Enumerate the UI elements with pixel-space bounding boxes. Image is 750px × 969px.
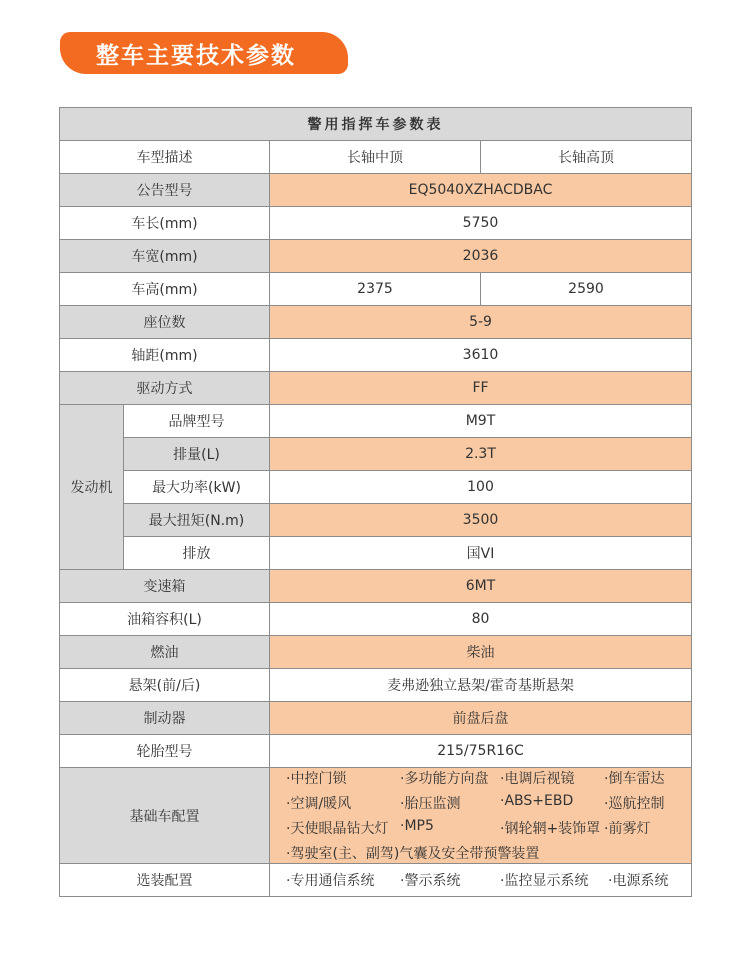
row-label: 排量(L) [124, 438, 270, 471]
basic-config-cell [270, 768, 692, 864]
table-row [60, 207, 692, 240]
config-item: ·胎压监测 [400, 796, 461, 812]
optional-config-cell [270, 864, 692, 897]
row-value: 麦弗逊独立悬架/霍奇基斯悬架 [270, 669, 692, 702]
table-row [60, 636, 692, 669]
row-value: 2036 [270, 240, 692, 273]
row-label: 变速箱 [60, 570, 270, 603]
config-item: ·专用通信系统 [286, 873, 375, 889]
config-item: ·空调/暖风 [286, 796, 352, 812]
spec-table [59, 107, 692, 897]
row-value: 国VI [270, 537, 692, 570]
row-label: 油箱容积(L) [60, 603, 270, 636]
row-label: 品牌型号 [124, 405, 270, 438]
table-row [60, 273, 692, 306]
row-label: 车宽(mm) [60, 240, 270, 273]
table-row [60, 471, 692, 504]
table-row [60, 864, 692, 897]
row-label: 制动器 [60, 702, 270, 735]
config-item: ·电调后视镜 [500, 771, 575, 787]
row-value: 2375 [270, 273, 481, 306]
config-item: ·前雾灯 [604, 821, 651, 837]
table-row [60, 141, 692, 174]
row-label: 车长(mm) [60, 207, 270, 240]
row-value: FF [270, 372, 692, 405]
table-row [60, 603, 692, 636]
table-row [60, 240, 692, 273]
section-title: 整车主要技术参数 [96, 42, 296, 69]
config-item: ·倒车雷达 [604, 771, 665, 787]
config-item: ·天使眼晶钻大灯 [286, 821, 389, 837]
config-item: ·电源系统 [608, 873, 669, 889]
row-label: 最大扭矩(N.m) [124, 504, 270, 537]
row-value: 长轴中顶 [270, 141, 481, 174]
row-label: 驱动方式 [60, 372, 270, 405]
row-value: 215/75R16C [270, 735, 692, 768]
row-value: 柴油 [270, 636, 692, 669]
row-value: 100 [270, 471, 692, 504]
row-label: 轮胎型号 [60, 735, 270, 768]
row-label: 燃油 [60, 636, 270, 669]
table-row [60, 372, 692, 405]
table-row [60, 405, 692, 438]
table-row [60, 438, 692, 471]
table-row [60, 669, 692, 702]
config-item: ·巡航控制 [604, 796, 665, 812]
engine-group-label: 发动机 [60, 405, 124, 570]
row-label: 选装配置 [60, 864, 270, 897]
config-item: ·多功能方向盘 [400, 771, 489, 787]
row-value: M9T [270, 405, 692, 438]
config-item: ·中控门锁 [286, 771, 347, 787]
row-label: 基础车配置 [60, 768, 270, 864]
row-value: EQ5040XZHACDBAC [270, 174, 692, 207]
config-item: ·MP5 [400, 818, 434, 834]
row-value: 长轴高顶 [481, 141, 692, 174]
section-banner [60, 32, 348, 74]
config-item: ·驾驶室(主、副驾)气囊及安全带预警装置 [286, 846, 540, 862]
row-label: 轴距(mm) [60, 339, 270, 372]
row-label: 公告型号 [60, 174, 270, 207]
config-item: ·钢轮辋+装饰罩 [500, 821, 601, 837]
table-row [60, 735, 692, 768]
optional-config-list [270, 870, 691, 890]
row-value: 5750 [270, 207, 692, 240]
row-label: 座位数 [60, 306, 270, 339]
row-label: 最大功率(kW) [124, 471, 270, 504]
row-value: 2590 [481, 273, 692, 306]
row-label: 排放 [124, 537, 270, 570]
row-label: 车高(mm) [60, 273, 270, 306]
row-value: 6MT [270, 570, 692, 603]
table-row [60, 537, 692, 570]
row-label: 车型描述 [60, 141, 270, 174]
config-item: ·ABS+EBD [500, 793, 574, 809]
row-value: 3610 [270, 339, 692, 372]
table-title: 警用指挥车参数表 [60, 108, 692, 141]
table-row [60, 768, 692, 864]
row-label: 悬架(前/后) [60, 669, 270, 702]
table-row [60, 306, 692, 339]
row-value: 5-9 [270, 306, 692, 339]
table-row [60, 339, 692, 372]
table-title-row [60, 108, 692, 141]
row-value: 前盘后盘 [270, 702, 692, 735]
row-value: 3500 [270, 504, 692, 537]
row-value: 2.3T [270, 438, 692, 471]
table-row [60, 504, 692, 537]
row-value: 80 [270, 603, 692, 636]
table-row [60, 702, 692, 735]
config-item: ·监控显示系统 [500, 873, 589, 889]
basic-config-list [270, 768, 691, 863]
table-row [60, 570, 692, 603]
config-item: ·警示系统 [400, 873, 461, 889]
table-row [60, 174, 692, 207]
